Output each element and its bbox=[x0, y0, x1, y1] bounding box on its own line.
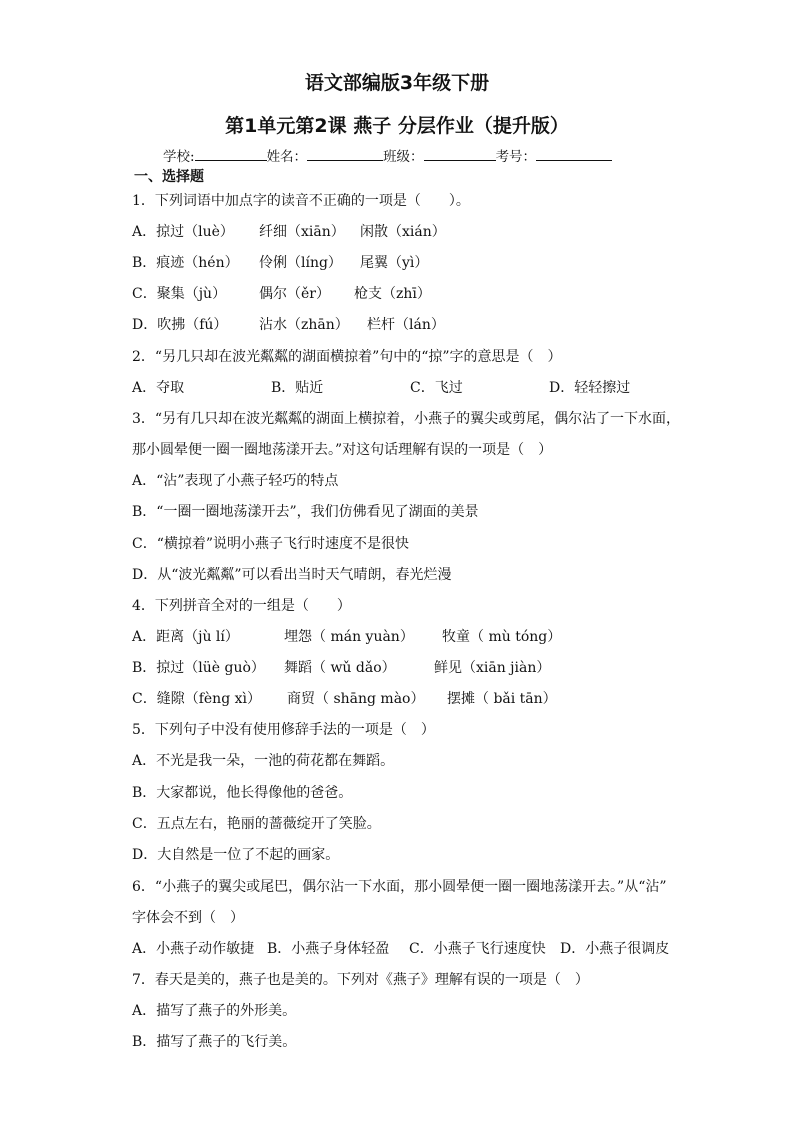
q1-d-3: 栏杆（lán） bbox=[367, 317, 445, 333]
class-blank[interactable] bbox=[424, 146, 496, 161]
name-label: 姓名： bbox=[266, 149, 308, 165]
exam-no-blank[interactable] bbox=[536, 146, 612, 161]
q7-stem: 7．春天是美的，燕子也是美的。下列对《燕子》理解有误的一项是（ ） bbox=[132, 972, 589, 988]
q4-b-1: B．掠过（lüè guò） bbox=[132, 660, 265, 676]
q4-c-3: 摆摊（ bǎi tān） bbox=[447, 691, 557, 707]
q3-stem-line1: 3．“另有几只却在波光粼粼的湖面上横掠着，小燕子的翼尖或剪尾，偶尔沾了一下水面， bbox=[132, 411, 681, 427]
q6-stem-line1: 6．“小燕子的翼尖或尾巴，偶尔沾一下水面，那小圆晕便一圈一圈地荡漾开去。”从“沾” bbox=[132, 879, 667, 895]
q2-option-c: C．飞过 bbox=[410, 380, 463, 396]
q2-stem: 2．“另几只却在波光粼粼的湖面横掠着”句中的“掠”字的意思是（ ） bbox=[132, 349, 562, 365]
q3-option-c: C．“横掠着”说明小燕子飞行时速度不是很快 bbox=[132, 536, 410, 552]
page-title: 语文部编版3年级下册 bbox=[304, 72, 490, 94]
q1-d-1: D．吹拂（fú） bbox=[132, 317, 228, 333]
class-label: 班级： bbox=[383, 149, 424, 165]
q2-option-a: A．夺取 bbox=[132, 380, 185, 396]
q4-c-1: C．缝隙（fèng xì） bbox=[132, 691, 261, 707]
q1-a-1: A．掠过（luè） bbox=[132, 224, 234, 240]
q3-option-a: A．“沾”表现了小燕子轻巧的特点 bbox=[132, 473, 339, 489]
q4-b-2: 舞蹈（ wǔ dǎo） bbox=[284, 660, 396, 676]
section-title: 一、选择题 bbox=[134, 169, 204, 185]
q5-option-b: B．大家都说，他长得像他的爸爸。 bbox=[132, 785, 353, 801]
q1-stem: 1．下列词语中加点字的读音不正确的一项是（ ）。 bbox=[132, 193, 470, 209]
q1-b-2: 伶俐（líng） bbox=[259, 255, 342, 271]
q6-option-b: B．小燕子身体轻盈 bbox=[267, 941, 390, 957]
q7-option-b: B．描写了燕子的飞行美。 bbox=[132, 1034, 297, 1050]
school-blank[interactable] bbox=[195, 146, 267, 161]
q3-stem-line2: 那小圆晕便一圈一圈地荡漾开去。”对这句话理解有误的一项是（ ） bbox=[132, 442, 553, 458]
q1-b-1: B．痕迹（hén） bbox=[132, 255, 239, 271]
q1-a-2: 纤细（xiān） bbox=[259, 224, 345, 240]
q5-stem: 5．下列句子中没有使用修辞手法的一项是（ ） bbox=[132, 722, 435, 738]
q5-option-d: D．大自然是一位了不起的画家。 bbox=[132, 847, 340, 863]
q1-a-3: 闲散（xián） bbox=[360, 224, 446, 240]
page-subtitle: 第1单元第2课 燕子 分层作业（提升版） bbox=[225, 115, 569, 137]
q6-stem-line2: 字体会不到（ ） bbox=[132, 910, 244, 926]
q2-option-b: B．贴近 bbox=[271, 380, 324, 396]
student-info-line bbox=[163, 145, 612, 165]
q1-c-2: 偶尔（ěr） bbox=[259, 286, 330, 302]
q4-c-2: 商贸（ shāng mào） bbox=[287, 691, 425, 707]
q1-b-3: 尾翼（yì） bbox=[360, 255, 429, 271]
q1-d-2: 沾水（zhān） bbox=[259, 317, 349, 333]
q5-option-c: C．五点左右，艳丽的蔷薇绽开了笑脸。 bbox=[132, 816, 381, 832]
q4-stem: 4．下列拼音全对的一组是（ ） bbox=[132, 598, 351, 614]
q3-option-d: D．从“波光粼粼”可以看出当时天气晴朗，春光烂漫 bbox=[132, 567, 452, 583]
q2-option-d: D．轻轻擦过 bbox=[549, 380, 631, 396]
name-blank[interactable] bbox=[307, 146, 383, 161]
q6-option-c: C．小燕子飞行速度快 bbox=[409, 941, 546, 957]
q4-a-3: 牧童（ mù tóng） bbox=[442, 629, 562, 645]
q6-option-a: A．小燕子动作敏捷 bbox=[132, 941, 255, 957]
q1-c-1: C．聚集（jù） bbox=[132, 286, 227, 302]
q7-option-a: A．描写了燕子的外形美。 bbox=[132, 1003, 297, 1019]
q1-c-3: 枪支（zhī） bbox=[354, 286, 431, 302]
q6-option-d: D．小燕子很调皮 bbox=[560, 941, 670, 957]
q4-a-2: 埋怨（ mán yuàn） bbox=[284, 629, 414, 645]
q4-b-3: 鲜见（xiān jiàn） bbox=[434, 660, 551, 676]
q5-option-a: A．不光是我一朵，一池的荷花都在舞蹈。 bbox=[132, 753, 395, 769]
exam-no-label: 考号： bbox=[495, 149, 537, 165]
school-label: 学校: bbox=[163, 149, 195, 165]
q3-option-b: B．“一圈一圈地荡漾开去”，我们仿佛看见了湖面的美景 bbox=[132, 504, 479, 520]
q4-a-1: A．距离（jù lí） bbox=[132, 629, 239, 645]
